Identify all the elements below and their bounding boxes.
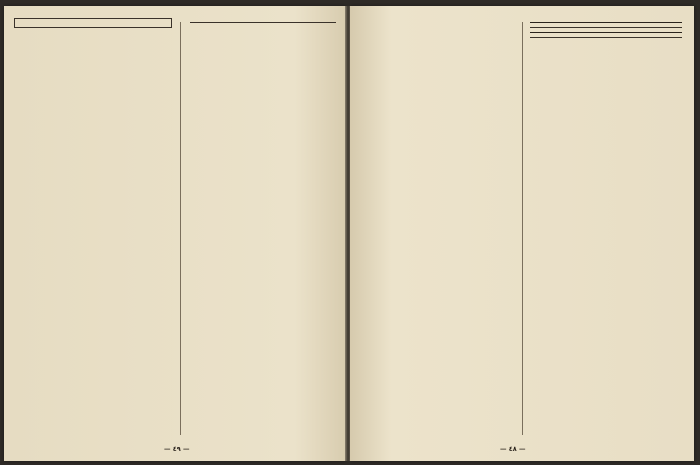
divider: [530, 32, 682, 33]
column-rule: [180, 22, 181, 435]
article-header: [14, 18, 172, 28]
divider: [530, 22, 682, 23]
left-page: [4, 6, 346, 461]
column-rule: [522, 22, 523, 435]
page-number: — ٤٩ —: [164, 445, 190, 453]
divider: [190, 22, 336, 23]
right-inner-column: [360, 18, 516, 437]
right-page: [350, 6, 694, 461]
divider: [530, 37, 682, 38]
left-outer-column: [14, 18, 172, 437]
page-number: — ٤٨ —: [500, 445, 526, 453]
divider: [530, 27, 682, 28]
right-outer-column: [528, 18, 684, 437]
left-inner-column: [188, 18, 338, 437]
